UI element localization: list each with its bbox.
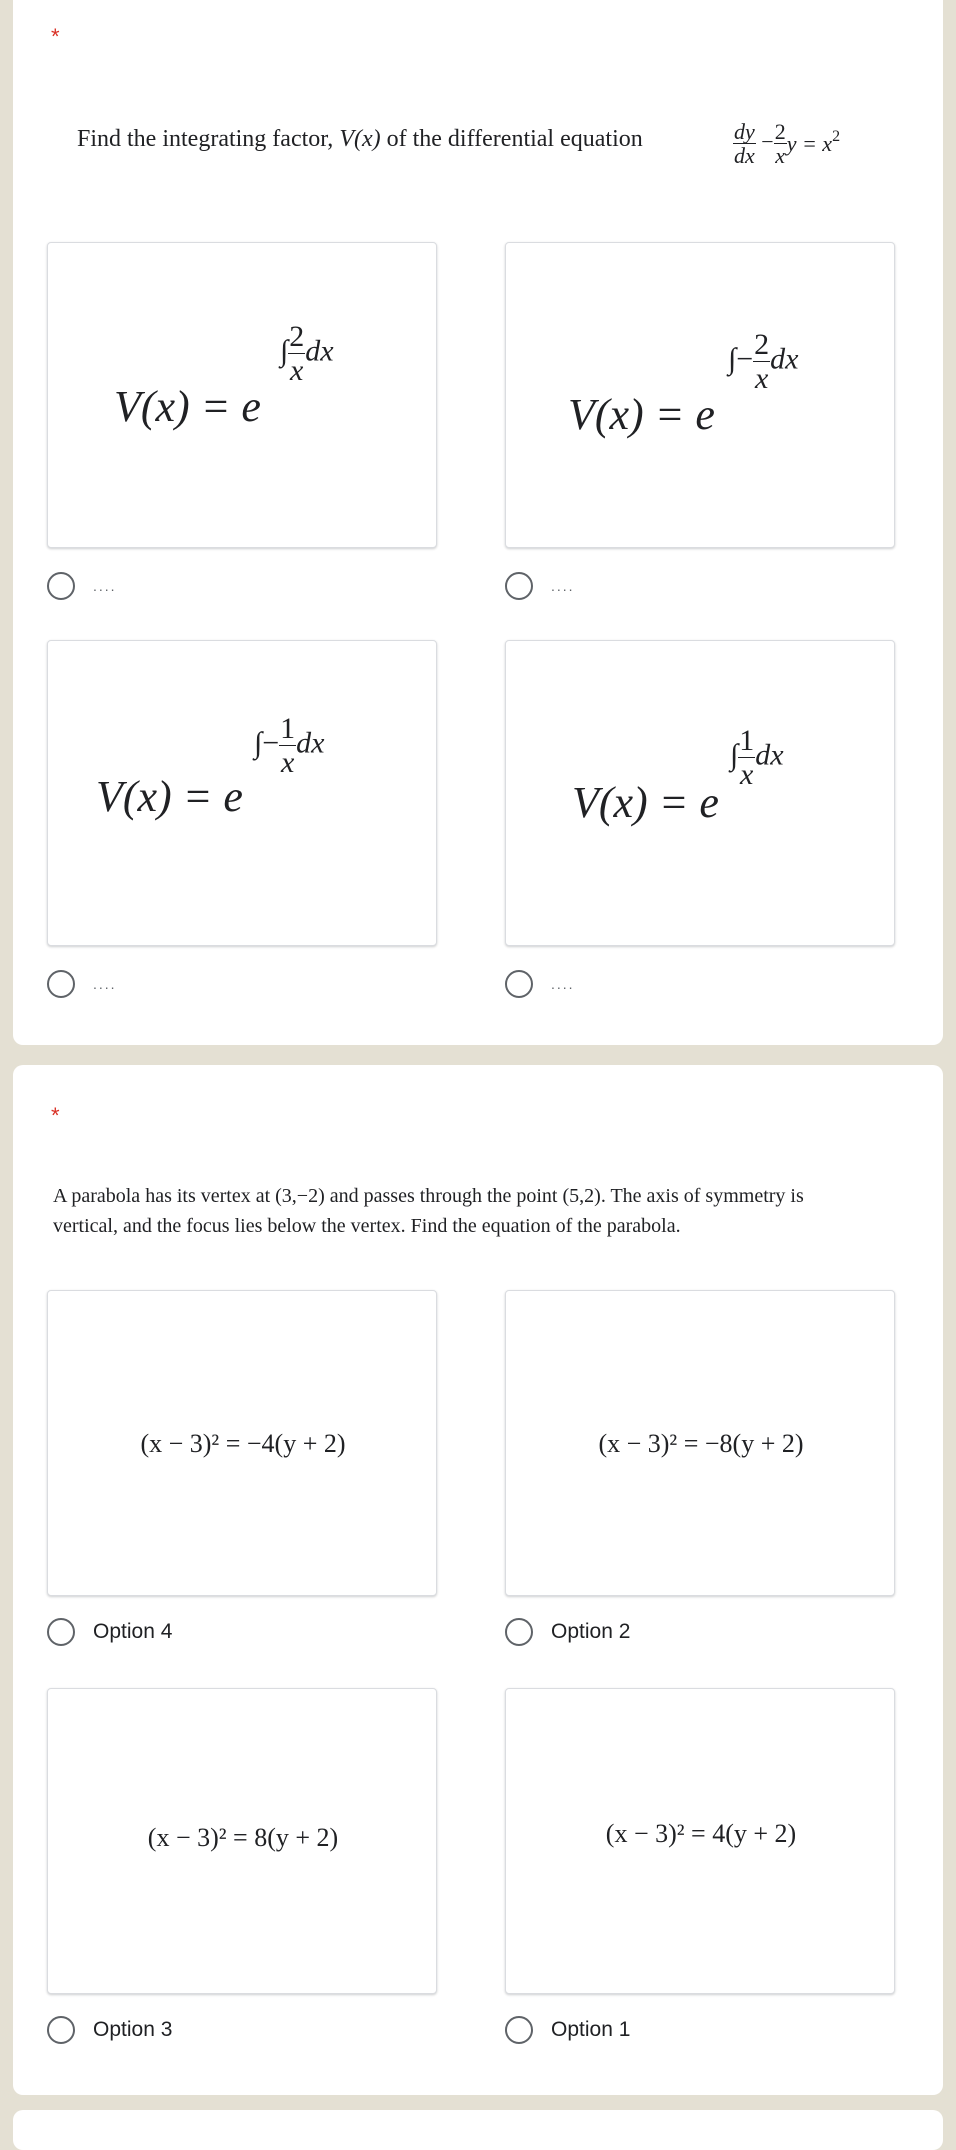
option-label-4: .... (551, 976, 575, 992)
option-image-2[interactable] (505, 1290, 895, 1596)
option-label-3: .... (93, 976, 117, 992)
option-equation: (x − 3)² = 8(y + 2) (147, 1823, 339, 1852)
option-formula: V(x) = e (96, 772, 243, 821)
option-image-4[interactable] (505, 1688, 895, 1994)
equation-dydx: $\frac{dy}{dx}$ (734, 119, 755, 169)
question-text-prefix: Find the integrating factor, (77, 126, 340, 152)
equation-2-over-x: $\frac{2}{x}$ (774, 119, 786, 169)
radio-option-2[interactable] (505, 572, 533, 600)
option-image-1[interactable] (47, 1290, 437, 1596)
option-exponent: ∫− $\frac{2}{x}$ dx (728, 328, 799, 395)
question-card-2 (13, 1065, 943, 2095)
option-label-3: Option 3 (93, 2018, 173, 2041)
required-mark: * (51, 1103, 60, 1128)
option-equation: (x − 3)² = −8(y + 2) (598, 1429, 804, 1458)
question-text (53, 1181, 804, 1241)
option-label-2: .... (551, 578, 575, 594)
radio-option-4[interactable] (505, 970, 533, 998)
equation-rest: y = x (786, 131, 833, 157)
question-text-mid: of the differential equation (380, 126, 643, 152)
radio-option-1[interactable] (47, 1618, 75, 1646)
next-question-card (13, 2110, 943, 2150)
option-image-3[interactable] (47, 1688, 437, 1994)
option-formula: V(x) = e (568, 390, 715, 439)
equation-sup: 2 (832, 127, 841, 145)
option-label-4: Option 1 (551, 2018, 631, 2041)
option-image-3[interactable] (47, 640, 437, 946)
option-equation: (x − 3)² = 4(y + 2) (605, 1819, 797, 1848)
option-exponent: ∫− $\frac{1}{x}$ dx (254, 712, 325, 779)
option-equation: (x − 3)² = −4(y + 2) (140, 1429, 346, 1458)
option-exponent: ∫ $\frac{1}{x}$ dx (730, 724, 784, 791)
option-image-1[interactable] (47, 242, 437, 548)
option-label-2: Option 2 (551, 1620, 631, 1643)
question-text-line-1: A parabola has its vertex at (3,−2) and passes through the point (5,2). The axis of symmetry is (53, 1185, 804, 1207)
radio-option-4[interactable] (505, 2016, 533, 2044)
radio-option-2[interactable] (505, 1618, 533, 1646)
option-formula: V(x) = e (114, 382, 261, 431)
question-equation (733, 120, 840, 168)
option-label-1: .... (93, 578, 117, 594)
equation-minus: − (761, 129, 774, 155)
question-card-1 (13, 0, 943, 1045)
option-exponent: ∫ $\frac{2}{x}$ dx (280, 320, 334, 387)
option-label-1: Option 4 (93, 1620, 173, 1643)
radio-option-1[interactable] (47, 572, 75, 600)
required-mark: * (51, 24, 60, 49)
question-text-line-2: vertical, and the focus lies below the vertex. Find the equation of the parabola. (53, 1215, 681, 1237)
question-text (77, 126, 643, 153)
option-formula: V(x) = e (572, 778, 719, 827)
radio-option-3[interactable] (47, 2016, 75, 2044)
question-text-var: V(x) (339, 126, 381, 152)
radio-option-3[interactable] (47, 970, 75, 998)
option-image-2[interactable] (505, 242, 895, 548)
option-image-4[interactable] (505, 640, 895, 946)
